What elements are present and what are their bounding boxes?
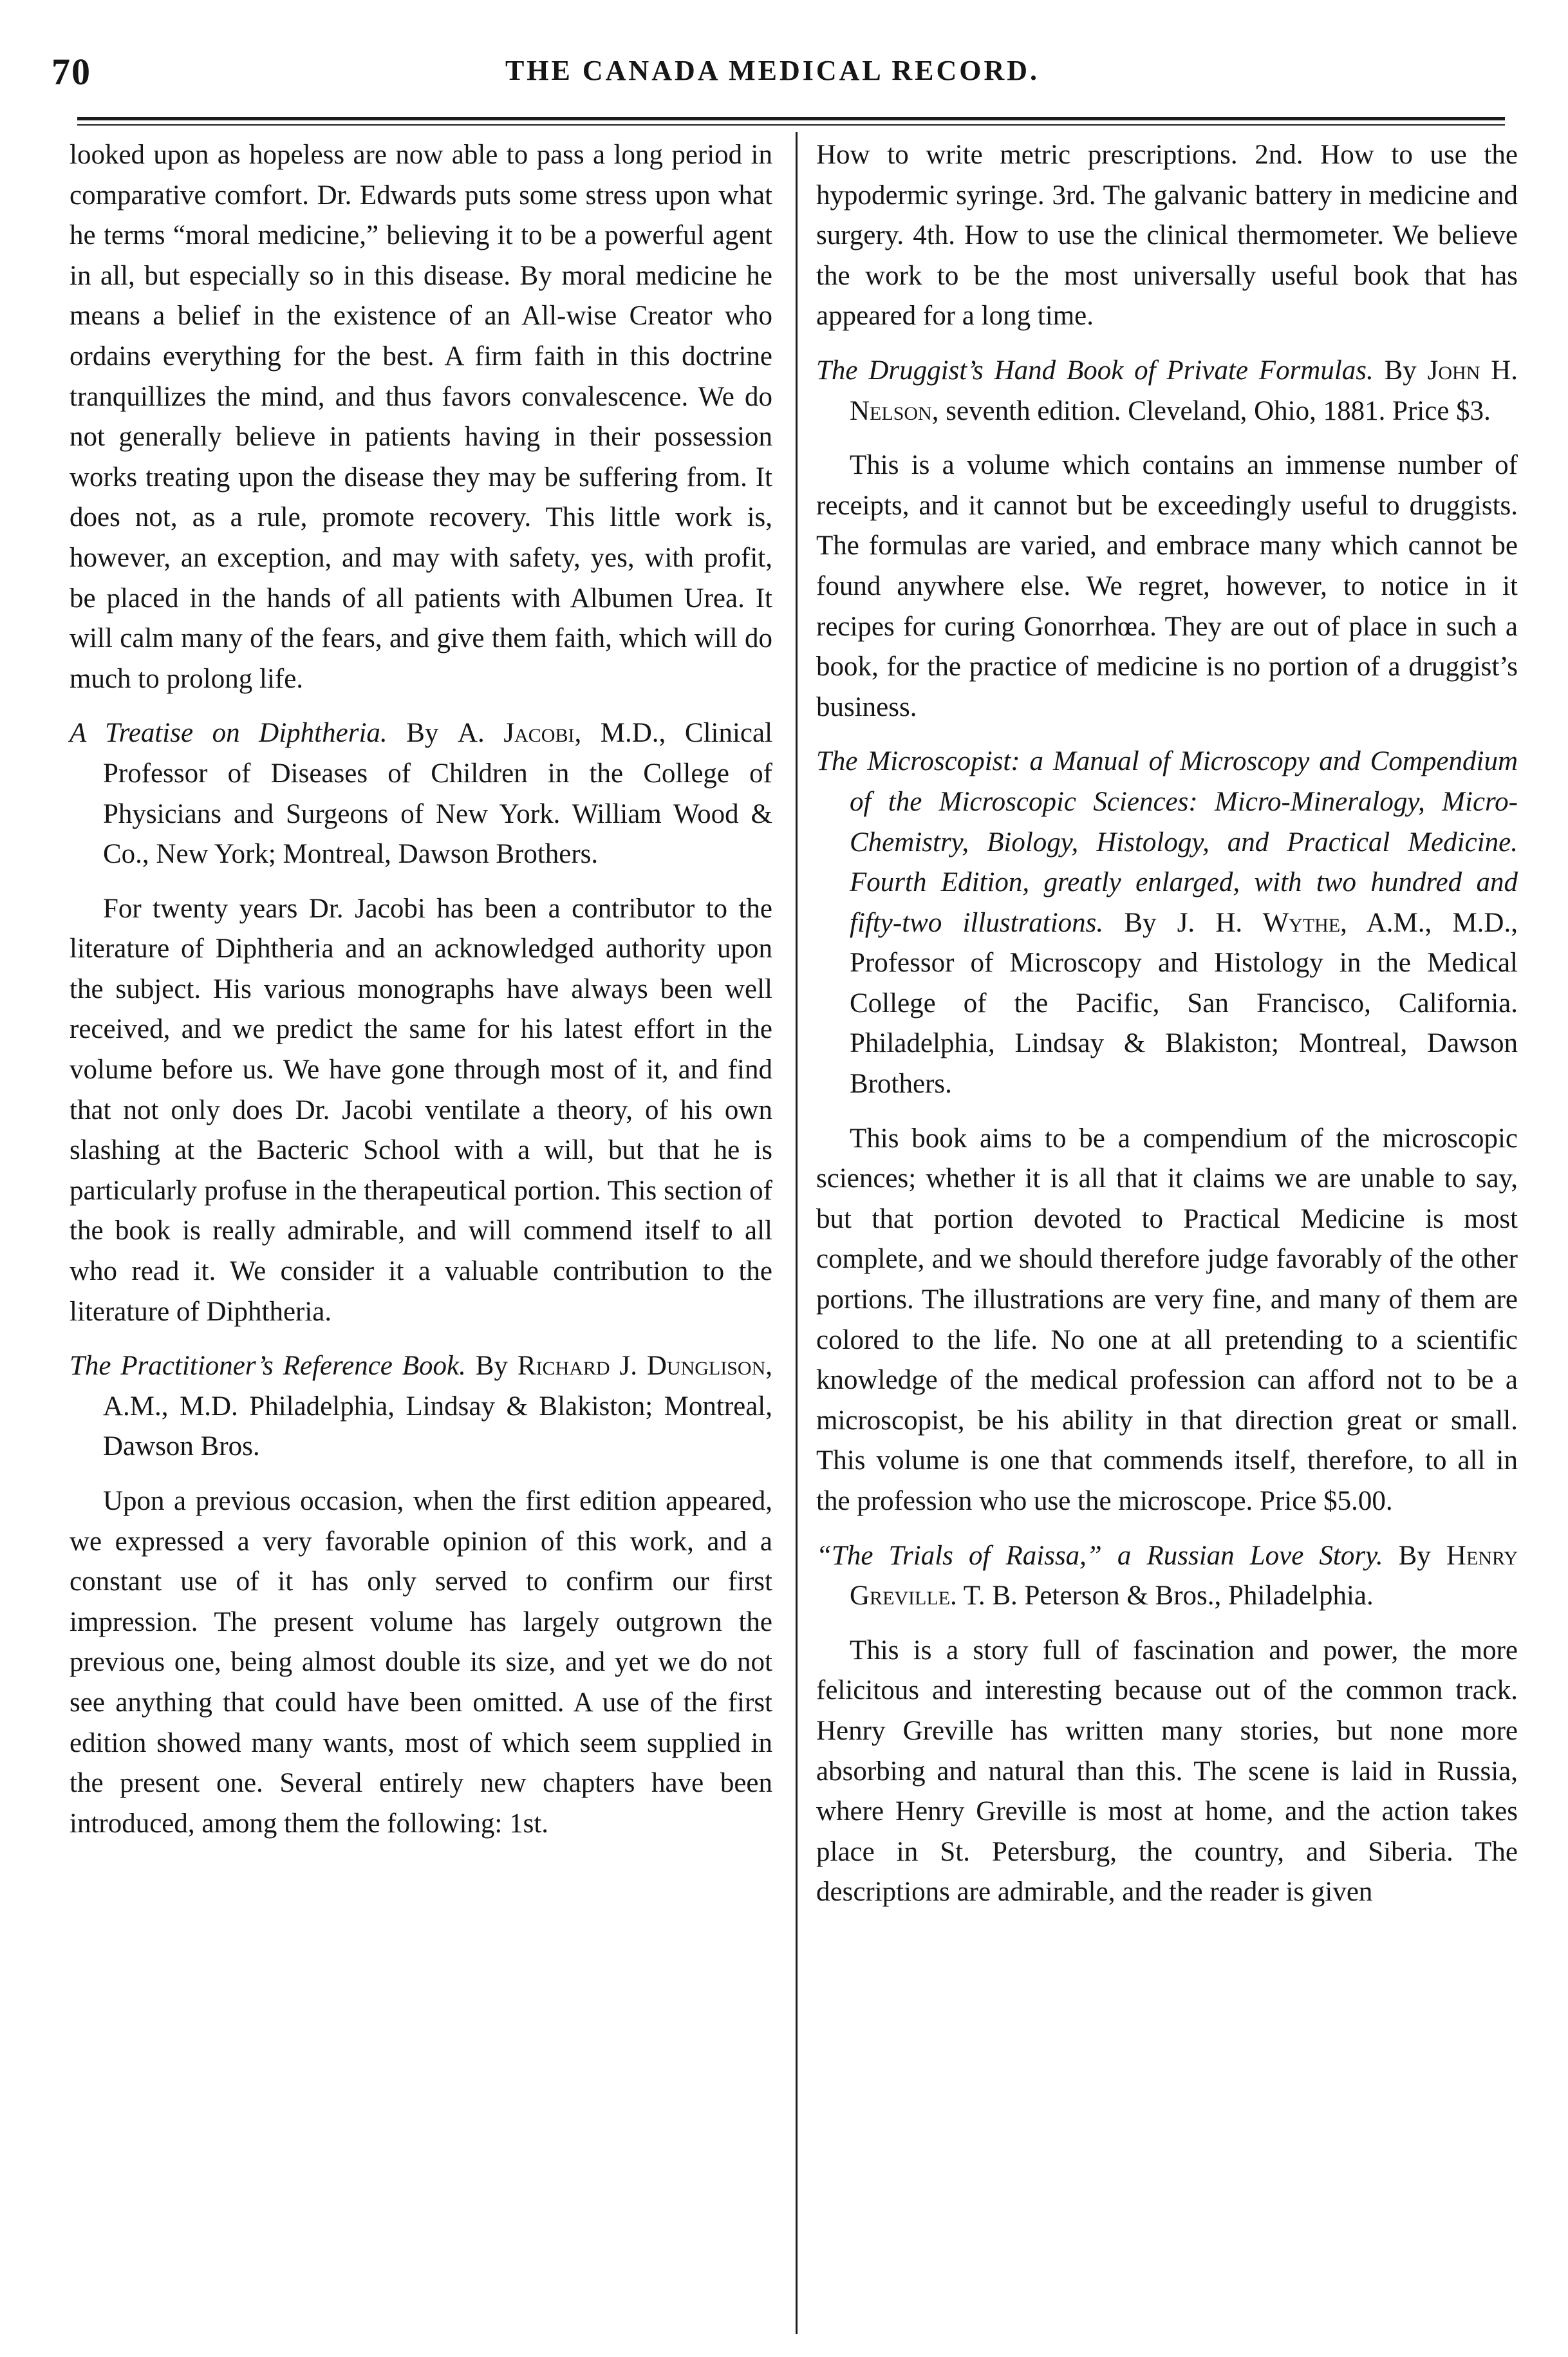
header-rule-thin: [77, 124, 1505, 126]
review-publisher: seventh edition. Cleveland, Ohio, 1881. Price $3.: [946, 395, 1491, 426]
review-heading-raissa: [816, 1536, 1518, 1617]
review-body-diphtheria: For twenty years Dr. Jacobi has been a contributor to the literature of Diphtheria and an acknowledged authority upon the subject. His various monographs have always been well received, and we predict the same for his latest effort in the volume before us. We have gone through most of it, and find that not only does Dr. Jacobi ventilate a theory, of his own slashing at the Bacteric School with a will, but that he is particularly profuse in the therapeutical portion. This section of the book is really admirable, and will commend itself to all who read it. We consider it a valuable contribution to the literature of Diphtheria.: [70, 893, 772, 1327]
review-body-druggist: This is a volume which contains an immense number of receipts, and it cannot but be exceedingly useful to druggists. The formulas are varied, and embrace many which cannot be found anywhere else. We regret, however, to notice in it recipes for curing Gonorrhœa. They are out of place in such a book, for the practice of medicine is no portion of a druggist’s business.: [816, 450, 1518, 722]
left-column: [70, 135, 772, 1844]
review-author: Henry Greville.: [850, 1540, 1518, 1611]
review-by: By: [1398, 1540, 1431, 1571]
review-publisher: Philadelphia, Lindsay & Blakiston; Montreal, Dawson Bros.: [103, 1391, 773, 1462]
review-heading-reference-book: [70, 1346, 772, 1467]
running-head: THE CANADA MEDICAL RECORD.: [505, 55, 1040, 86]
column-divider: [796, 132, 798, 2334]
review-title: “The Trials of Raissa,” a Russian Love Story.: [816, 1540, 1383, 1571]
review-author: Richard J. Dunglison, A.M., M.D.: [103, 1351, 772, 1422]
review-author: John H. Nelson,: [850, 355, 1518, 426]
review-title: The Druggist’s Hand Book of Private Formulas.: [816, 355, 1374, 386]
review-publisher: Clinical Professor of Diseases of Children in the College of Physicians and Surgeons of New York. William Wood & Co., New York; Montreal, Dawson Brothers.: [103, 718, 773, 870]
page-header: [51, 50, 1493, 93]
review-body-microscopist: This book aims to be a compendium of the microscopic sciences; whether it is all that it claims we are unable to say, but that portion devoted to Practical Medicine is most complete, and we should therefore judge favorably of the other portions. The illustrations are very fine, and many of them are colored to the life. No one at all pretending to a scientific knowledge of the medical profession can afford not to be a microscopist, be his ability in that direction great or small. This volume is one that commends itself, therefore, to all in the profession who use the microscope. Price $5.00.: [816, 1123, 1518, 1516]
right-column: [816, 135, 1518, 1913]
review-body-raissa: This is a story full of fascination and power, the more felicitous and interesting because out of the common track. Henry Greville has written many stories, but none more absorbing and natural than this. The scene is laid in Russia, where Henry Greville is most at home, and the action takes place in St. Petersburg, the country, and Siberia. The descriptions are admirable, and the reader is given: [816, 1635, 1518, 1908]
page-number: 70: [51, 51, 91, 93]
review-title: The Practitioner’s Reference Book.: [70, 1351, 466, 1382]
review-by: By: [1384, 355, 1417, 386]
continued-paragraph: looked upon as hopeless are now able to pass a long period in comparative comfort. Dr. Edwards puts some stress upon what he terms “moral medicine,” believing it to be a powerful agent in all, but especially so in this disease. By moral medicine he means a belief in the existence of an All-wise Creator who ordains everything for the best. A firm faith in this doctrine tranquillizes the mind, and thus favors convalescence. We do not generally believe in patients having in their possession works treating upon the disease they may be suffering from. It does not, as a rule, promote recovery. This little work is, however, an exception, and may with safety, yes, with profit, be placed in the hands of all patients with Albumen Urea. It will calm many of the fears, and give them faith, which will do much to prolong life.: [70, 140, 772, 694]
continued-paragraph: How to write metric prescriptions. 2nd. How to use the hypodermic syringe. 3rd. The galvanic battery in medicine and surgery. 4th. How to use the clinical thermometer. We believe the work to be the most universally useful book that has appeared for a long time.: [816, 140, 1518, 332]
review-by: By: [475, 1351, 508, 1382]
review-title: A Treatise on Diphtheria.: [70, 718, 387, 749]
review-publisher: M.D., Professor of Microscopy and Histology in the Medical College of the Pacific, San Francisco, California. Philadelphia, Lindsay & Blakiston; Montreal, Dawson Brothers.: [850, 907, 1518, 1100]
review-heading-microscopist: [816, 742, 1518, 1104]
review-title: The Microscopist: a Manual of Microscopy and Compendium of the Microscopic Sciences: Micro-Mineralogy, Micro-Chemistry, Biology, Histology, and Practical Medicine. Fourth Edition, greatly enlarged, with two hundred and fifty-two illustrations.: [816, 746, 1518, 938]
header-rule-thick: [77, 117, 1505, 120]
review-by: By: [1124, 907, 1157, 938]
review-heading-druggist: [816, 351, 1518, 431]
review-by: By: [406, 718, 439, 749]
review-heading-diphtheria: [70, 713, 772, 874]
review-publisher: T. B. Peterson & Bros., Philadelphia.: [963, 1581, 1374, 1611]
review-author: J. H. Wythe, A.M.,: [1177, 907, 1432, 938]
review-body-reference-book: Upon a previous occasion, when the first edition appeared, we expressed a very favorable opinion of this work, and a constant use of it has only served to confirm our first impression. The present volume has largely outgrown the previous one, being almost double its size, and yet we do not see anything that could have been omitted. A use of the first edition showed many wants, most of which seem supplied in the present one. Several entirely new chapters have been introduced, among them the following: 1st.: [70, 1486, 772, 1839]
review-author: A. Jacobi, M.D.,: [458, 718, 666, 749]
